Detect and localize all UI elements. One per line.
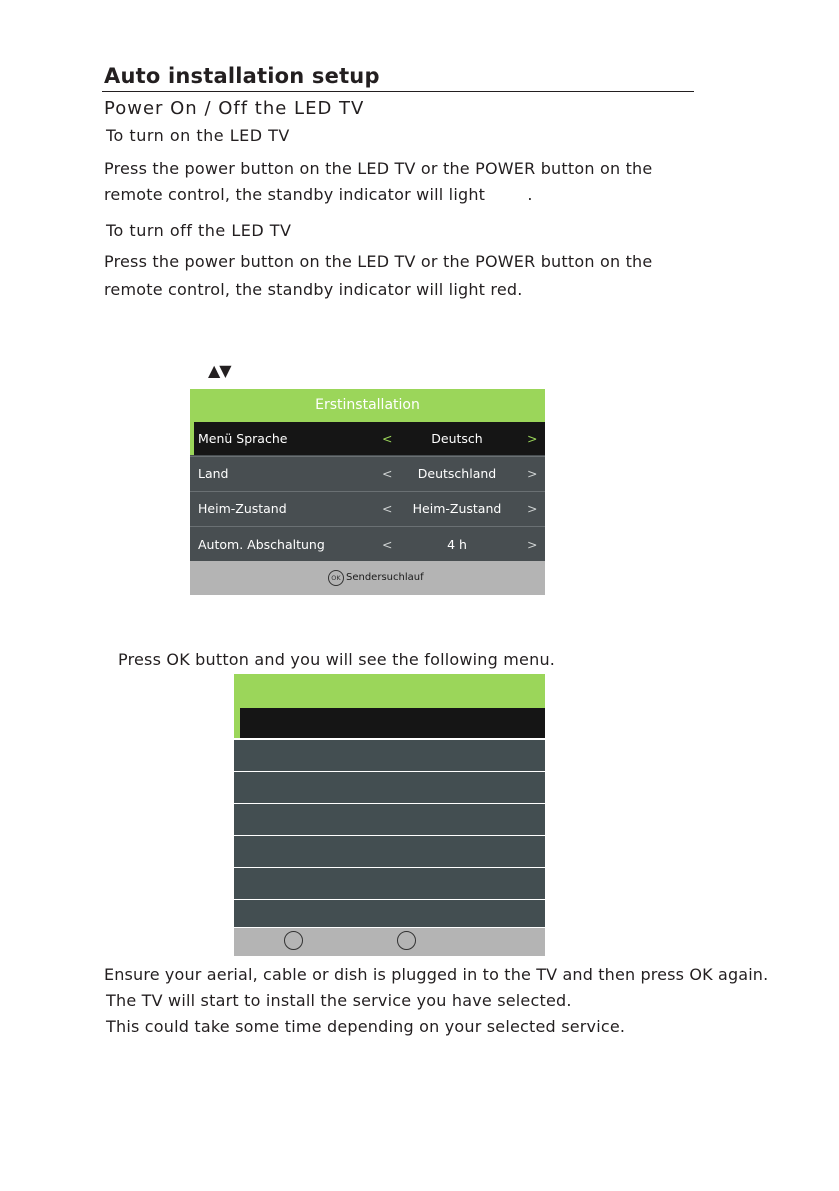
row-label: Autom. Abschaltung — [198, 537, 325, 552]
channel-scan-label[interactable]: Sendersuchlauf — [346, 572, 424, 583]
power-title: Power On / Off the LED TV — [104, 98, 365, 119]
ok-button-icon: OK — [328, 570, 344, 586]
arrow-right-icon[interactable]: > — [527, 537, 538, 552]
turn-off-title: To turn off the LED TV — [106, 221, 292, 240]
following-menu — [234, 674, 545, 956]
menu-row[interactable] — [234, 900, 545, 927]
turn-off-line-1: Press the power button on the LED TV or the POWER button on the — [104, 252, 653, 271]
menu-row-country[interactable] — [190, 457, 545, 490]
closing-line-3: This could take some time depending on your selected service. — [106, 1017, 626, 1036]
arrow-right-icon[interactable]: > — [527, 431, 538, 446]
row-label: Menü Sprache — [198, 431, 288, 446]
arrow-right-icon[interactable]: > — [527, 501, 538, 516]
row-value: Heim-Zustand — [412, 501, 502, 516]
heading-divider — [102, 91, 694, 92]
menu-title: Erstinstallation — [190, 389, 545, 422]
closing-line-1: Ensure your aerial, cable or dish is plugged in to the TV and then press OK again. — [104, 965, 769, 984]
menu-row[interactable] — [234, 804, 545, 835]
menu-footer — [190, 561, 545, 595]
menu-footer — [234, 928, 545, 956]
row-divider — [190, 526, 545, 527]
first-installation-menu — [190, 389, 545, 595]
menu-row-home-mode[interactable] — [190, 492, 545, 525]
arrow-left-icon[interactable]: < — [382, 537, 393, 552]
menu-row[interactable] — [234, 868, 545, 899]
row-value: Deutsch — [431, 431, 483, 446]
menu-row[interactable] — [234, 772, 545, 803]
menu-row-auto-shutdown[interactable] — [190, 528, 545, 561]
menu-row[interactable] — [234, 836, 545, 867]
turn-on-line-2: remote control, the standby indicator will light . — [104, 185, 533, 204]
arrow-left-icon[interactable]: < — [382, 501, 393, 516]
selection-marker — [190, 422, 194, 455]
section-heading: Auto installation setup — [104, 64, 380, 88]
turn-on-title: To turn on the LED TV — [106, 126, 290, 145]
row-value: 4 h — [447, 537, 467, 552]
turn-on-line-1: Press the power button on the LED TV or the POWER button on the — [104, 159, 653, 178]
up-down-arrows-icon: ▲▼ — [208, 361, 231, 380]
row-label: Land — [198, 466, 229, 481]
footer-button-icon — [397, 931, 416, 950]
menu-title-bar — [234, 674, 545, 708]
footer-button-icon — [284, 931, 303, 950]
menu-row-selected[interactable] — [240, 708, 545, 738]
arrow-left-icon[interactable]: < — [382, 466, 393, 481]
arrow-right-icon[interactable]: > — [527, 466, 538, 481]
arrow-left-icon[interactable]: < — [382, 431, 393, 446]
row-label: Heim-Zustand — [198, 501, 287, 516]
press-ok-instruction: Press OK button and you will see the following menu. — [118, 650, 556, 669]
row-value: Deutschland — [417, 466, 497, 481]
turn-off-line-2: remote control, the standby indicator will light red. — [104, 280, 523, 299]
menu-row-language[interactable] — [190, 422, 545, 455]
closing-line-2: The TV will start to install the service you have selected. — [106, 991, 572, 1010]
menu-row[interactable] — [234, 740, 545, 771]
